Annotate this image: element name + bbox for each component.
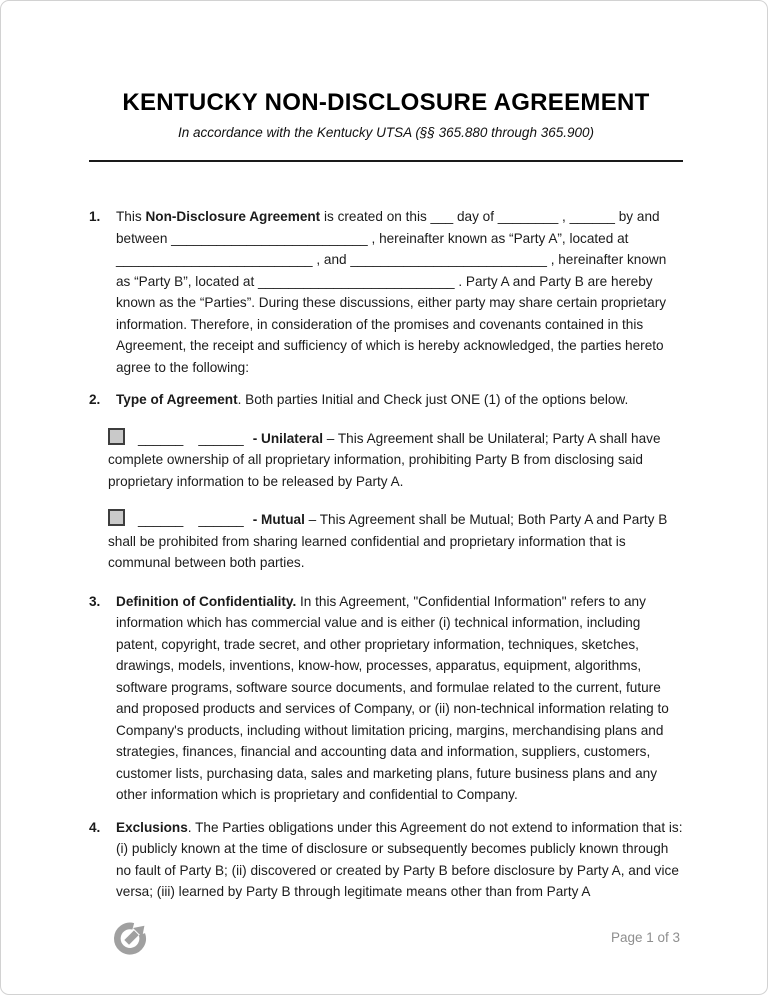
clause-2-type-of-agreement — [89, 389, 683, 411]
initials-blank: ______ — [138, 430, 184, 446]
clause-lead-text: This — [116, 209, 146, 224]
clause-4-exclusions — [89, 817, 683, 903]
option-description: – This Agreement shall be Unilateral; Party A shall have complete ownership of all proprietary information, prohibiting Party B from disclosing said proprietary information to be released by Party A. — [108, 430, 661, 489]
clause-3-definition-of-confidentiality — [89, 591, 683, 806]
option-unilateral — [108, 428, 683, 493]
document-footer — [111, 918, 680, 956]
option-description: – This Agreement shall be Mutual; Both Party A and Party B shall be prohibited from sharing learned confidential and proprietary information that is communal between both parties. — [108, 512, 668, 570]
document-subtitle: In accordance with the Kentucky UTSA (§§ 365.880 through 365.900) — [177, 125, 594, 140]
document-header — [89, 88, 683, 162]
clause-number: 1. — [89, 209, 101, 224]
document-title: KENTUCKY NON-DISCLOSURE AGREEMENT — [122, 89, 650, 116]
clause-number: 2. — [89, 392, 101, 407]
eforms-circular-arrow-logo-icon — [111, 918, 149, 956]
clause-number: 3. — [89, 593, 101, 609]
clause-body-text: In this Agreement, "Confidential Information" refers to any information which has commercial value and is either (i) technical information, including patent, copyright, trade secret, and other proprietary information, techniques, sketches, drawings, models, inventions, know-how, processes, apparatus, equipment, algorithms, software programs, software source documents, and formulae related to the current, future and proposed products and services of Company, or (ii) non-technical information relating to Company's products, including without limitation pricing, margins, merchandising plans and strategies, finances, financial and accounting data and information, suppliers, customers, customer lists, purchasing data, sales and marketing plans, future business plans and any other information which is proprietary and confidential to Company. — [116, 593, 669, 802]
option-mutual — [108, 509, 683, 574]
initials-blank: ______ — [198, 512, 244, 527]
clause-text — [116, 389, 683, 411]
clause-text — [116, 591, 683, 806]
clause-1-parties — [89, 206, 683, 378]
initials-blank: ______ — [138, 512, 184, 527]
clause-bold-text: Exclusions — [116, 819, 188, 835]
clause-bold-text: Type of Agreement — [116, 392, 238, 407]
clause-text — [116, 206, 683, 378]
clause-bold-text: Non-Disclosure Agreement — [145, 209, 321, 224]
option-text — [108, 428, 683, 493]
option-label: - Unilateral — [252, 430, 324, 446]
option-text — [108, 509, 683, 574]
document-body — [89, 206, 683, 903]
clause-text — [116, 817, 683, 903]
clause-number: 4. — [89, 819, 101, 835]
unilateral-checkbox[interactable] — [108, 428, 125, 445]
clause-body-text: is created on this ___ day of ________ , ______ by and between __________________________ , hereinafter known as “Party A”, located at __________________________ , and __________________________ , hereinafter known as “Party B”, located at __________________________ . Party A and Party B are hereby known as the “Parties”. During these discussions, either party may share certain proprietary information. Therefore, in consideration of the promises and covenants contained in this Agreement, the receipt and sufficiency of which is hereby acknowledged, the parties hereto agree to the following: — [116, 209, 667, 375]
document-content — [89, 1, 683, 914]
clause-bold-text: Definition of Confidentiality. — [116, 593, 297, 609]
option-label: - Mutual — [252, 512, 305, 527]
page-number: Page 1 of 3 — [610, 929, 680, 945]
clause-body-text: . Both parties Initial and Check just ONE (1) of the options below. — [237, 392, 629, 407]
initials-blank: ______ — [198, 430, 244, 446]
header-divider — [89, 160, 683, 162]
mutual-checkbox[interactable] — [108, 509, 125, 526]
clause-body-text: . The Parties obligations under this Agreement do not extend to information that is: (i) publicly known at the time of disclosure or subsequently becomes publicly known through no fault of Party B; (ii) discovered or created by Party B before disclosure by Party A, and vice versa; (iii) learned by Party B through legitimate means other than from Party A — [116, 819, 683, 899]
